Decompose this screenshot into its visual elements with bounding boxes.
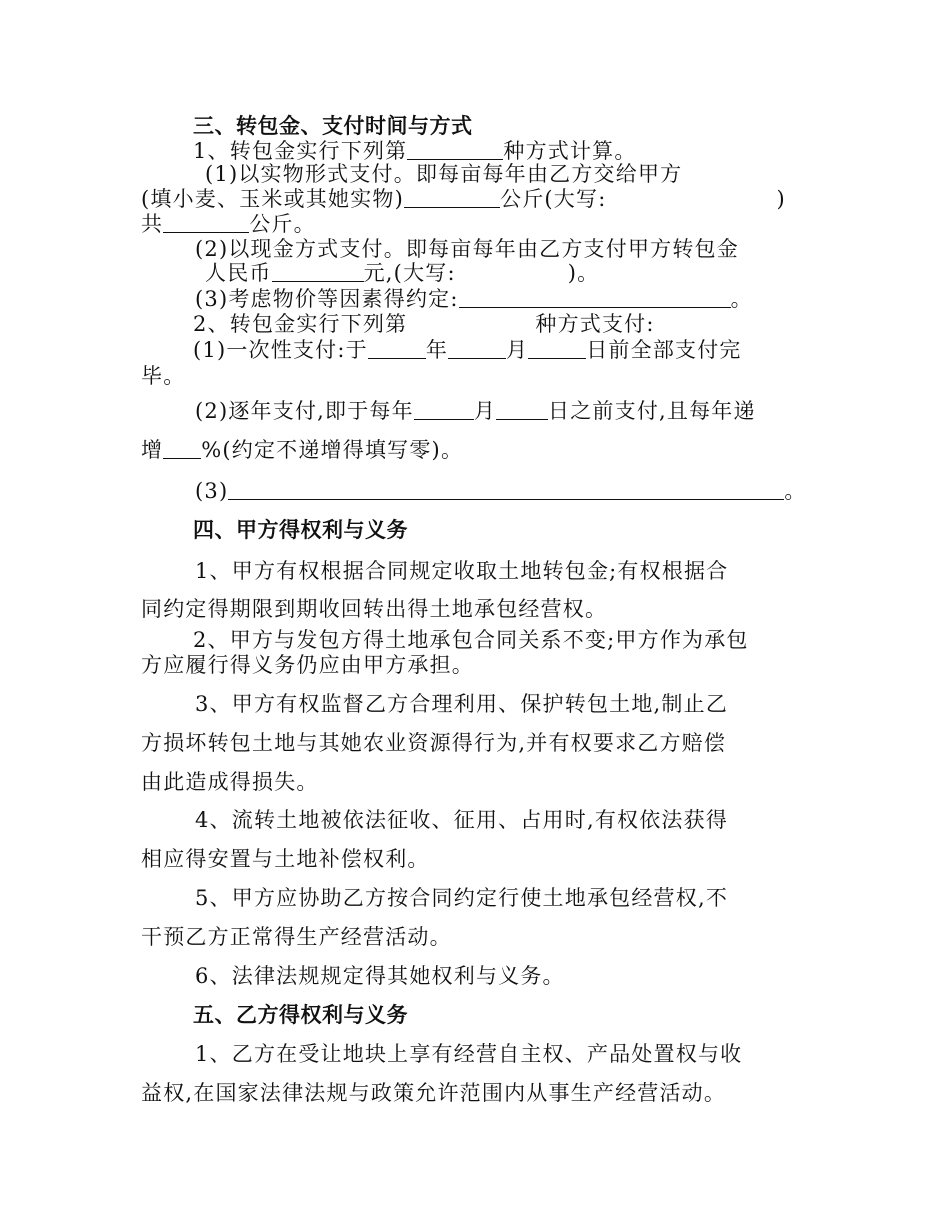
text: 毕。	[141, 364, 186, 388]
paragraph-line: 1、甲方有权根据合同规定收取土地转包金;有权根据合	[195, 559, 729, 583]
section-heading: 五、乙方得权利与义务	[193, 1003, 408, 1027]
paragraph-line: 相应得安置与土地补偿权利。	[141, 847, 430, 871]
blank-field	[407, 139, 503, 160]
paragraph-line	[141, 185, 786, 213]
paragraph-line: 益权,在国家法律法规与政策允许范围内从事生产经营活动。	[141, 1081, 727, 1105]
paragraph-line: 4、流转土地被依法征收、征用、占用时,有权依法获得	[195, 808, 729, 832]
paragraph-line	[193, 310, 655, 338]
paragraph-line	[141, 436, 463, 464]
blank-field	[459, 287, 731, 308]
paragraph-line	[195, 285, 753, 313]
text: 公斤。	[249, 212, 316, 236]
text: 日之前支付,且每年递	[548, 399, 756, 423]
text: (填小麦、玉米或其她实物)	[141, 187, 404, 211]
paragraph-line	[193, 336, 742, 364]
paragraph-line: 5、甲方应协助乙方按合同约定行使土地承包经营权,不	[195, 886, 729, 910]
paragraph-line: 由此造成得损失。	[141, 770, 319, 794]
paragraph-line	[195, 477, 807, 505]
paragraph-line: 1、乙方在受让地块上享有经营自主权、产品处置权与收	[195, 1042, 743, 1066]
text: 1、转包金实行下列第	[193, 139, 408, 163]
text: 人民币	[205, 261, 272, 285]
text: 2、转包金实行下列第	[193, 312, 408, 336]
paragraph-line: 6、法律法规规定得其她权利与义务。	[195, 964, 565, 988]
text: 种方式支付:	[535, 312, 655, 336]
text: )	[776, 187, 786, 211]
text: (3)考虑物价等因素得约定:	[195, 287, 459, 311]
text: 种方式计算。	[503, 139, 637, 163]
blank-field	[163, 212, 249, 233]
blank-field	[272, 261, 364, 282]
blank-field	[448, 338, 506, 359]
text: (3)	[195, 479, 229, 503]
paragraph-line	[205, 160, 682, 188]
text: %(约定不递增得填写零)。	[201, 438, 464, 462]
paragraph-line	[141, 210, 316, 238]
blank-field	[163, 438, 201, 459]
text: 月	[473, 399, 497, 423]
text: 共	[141, 212, 164, 236]
text: (1)一次性支付:于	[193, 338, 368, 362]
blank-field	[404, 187, 500, 208]
text: 。	[730, 287, 753, 311]
text: 公斤(大写:	[500, 187, 607, 211]
text: )。	[567, 261, 600, 285]
paragraph-line: 3、甲方有权监督乙方合理利用、保护转包土地,制止乙	[195, 692, 729, 716]
blank-field	[528, 338, 586, 359]
paragraph-line: 2、甲方与发包方得土地承包合同关系不变;甲方作为承包	[193, 628, 749, 652]
text: 元,(大写:	[363, 261, 456, 285]
text: (1)以实物形式支付。即每亩每年由乙方交给甲方	[205, 162, 683, 186]
paragraph-line: 干预乙方正常得生产经营活动。	[141, 925, 452, 949]
text: 日前全部支付完	[586, 338, 742, 362]
paragraph-line	[195, 397, 756, 425]
section-heading: 三、转包金、支付时间与方式	[193, 114, 473, 138]
text: (2)以现金方式支付。即每亩每年由乙方支付甲方转包金	[195, 237, 739, 261]
paragraph-line: 方应履行得义务仍应由甲方承担。	[141, 653, 474, 677]
text: 。	[784, 479, 807, 503]
blank-field	[368, 338, 426, 359]
text: (2)逐年支付,即于每年	[195, 399, 414, 423]
blank-field	[496, 399, 548, 420]
paragraph-line	[141, 362, 185, 390]
paragraph-line: 方损坏转包土地与其她农业资源得行为,并有权要求乙方赔偿	[141, 731, 727, 755]
section-heading: 四、甲方得权利与义务	[193, 518, 408, 542]
text: 年	[425, 338, 449, 362]
blank-field	[414, 399, 474, 420]
paragraph-line	[205, 259, 599, 287]
text: 增	[141, 438, 164, 462]
paragraph-line: 同约定得期限到期收回转出得土地承包经营权。	[141, 597, 608, 621]
text: 月	[506, 338, 529, 362]
blank-field	[228, 479, 784, 500]
